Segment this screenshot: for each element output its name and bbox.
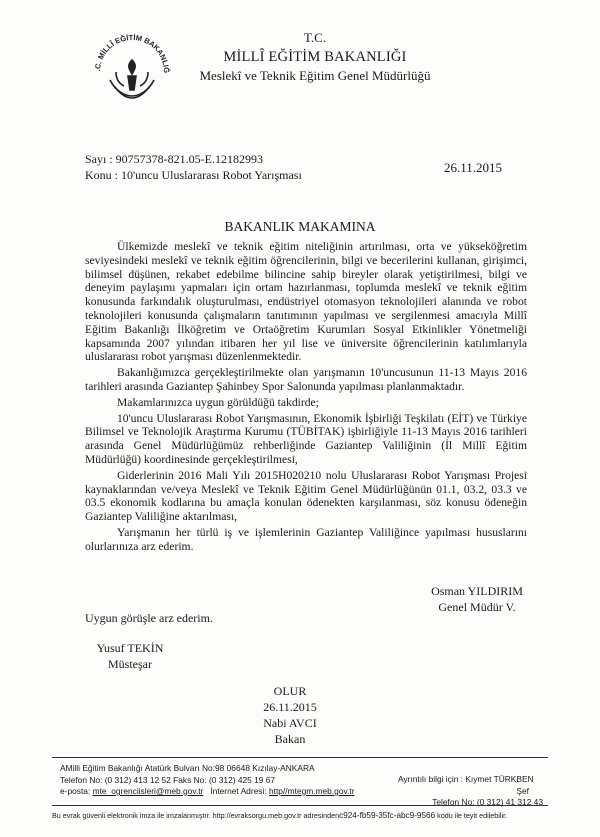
approval-name: Nabi AVCI xyxy=(263,716,317,730)
footer-contact-name: Ayrıntılı bilgi için : Kıymet TÜRKBEN xyxy=(398,774,534,784)
signer-block xyxy=(422,583,532,615)
body-paragraph: Giderlerinin 2016 Mali Yılı 2015H020210 nolu Uluslararası Robot Yarışması Projesi kaynaklarından ve/veya Meslekî ve Teknik Eğitim Genel Müdürlüğünün 01.1, 03.2, 03.3 ve 03.5 ekonomik kodlarına bu amaçla konulan ödenekten karşılanması, söz konusu ödeneğin Gaziantep Valiliğine aktarılması, xyxy=(85,468,527,524)
footer-address: AMilli Eğitim Bakanlığı Atatürk Bulvarı No:98 06648 Kızılay-ANKARA xyxy=(60,763,315,773)
approval-request: Uygun görüşle arz ederim. xyxy=(85,611,213,625)
signer-name: Osman YILDIRIM xyxy=(431,584,523,598)
verification-suffix: kodu ile teyit edilebilir. xyxy=(435,811,508,820)
document-subject: Konu : 10'uncu Uluslararası Robot Yarışması xyxy=(85,168,302,182)
header-country: T.C. xyxy=(303,30,327,45)
footer-contact-person xyxy=(398,774,543,809)
footer-contact-phone: Telefon No: (0 312) 41 312 43 xyxy=(432,797,543,807)
approval-block xyxy=(240,683,340,747)
approval-title: Bakan xyxy=(274,732,306,746)
footer-divider-bottom xyxy=(52,805,548,806)
document-date: 26.11.2015 xyxy=(444,160,503,175)
seal-text: .C. MİLLÎ EĞİTİM BAKANLIĞ xyxy=(92,32,172,74)
body-paragraph: 10'uncu Uluslararası Robot Yarışmasının, Ekonomik İşbirliği Teşkilatı (EİT) ve Türkiye Bilimsel ve Teknolojik Araştırma Kurumu (TÜBİTAK) işbirliğiyle 11-13 Mayıs 2016 tarihleri arasında Genel Müdürlüğümüz rehberliğinde Gaziantep Valiliğinin (İl Millî Eğitim Müdürlüğü) koordinesinde gerçekleştirilmesi, xyxy=(85,411,527,466)
footer-email-web xyxy=(60,786,360,798)
footer-web-label: İnternet Adresi: xyxy=(210,786,267,796)
body-paragraph: Ülkemizde meslekî ve teknik eğitim niteliğinin artırılması, orta ve yükseköğretim seviyesindeki meslekî ve teknik eğitim öğrencilerinin, bilgi ve becerilerini kullanan, girişimci, bilimsel düşünen, rekabet edebilme bilincine sahip bireyler olarak yetiştirilmesi, bilgi ve deneyim paylaşımı yapmaları için ortam hazırlanması, toplumda meslekî ve teknik eğitim konusunda farkındalık oluşturulması, endüstriyel otomasyon teknolojileri alanında ve robot teknolojileri konusunda çalışmaların tanıtımının yapılması ve sergilenmesi amacıyla Millî Eğitim Bakanlığı İlköğretim ve Ortaöğretim Kurumları Sosyal Etkinlikler Yönetmeliği kapsamında 2007 yılından itibaren her yıl lise ve üniversite öğrencilerinin katılımlarıyla uluslararası robot yarışması düzenlenmektedir. xyxy=(85,240,527,364)
header-directorate: Meslekî ve Teknik Eğitim Genel Müdürlüğü xyxy=(199,68,431,83)
undersecretary-name: Yusuf TEKİN xyxy=(96,641,164,655)
footer-phone: Telefon No: (0 312) 413 12 52 Faks No: (0 312) 425 19 67 xyxy=(60,774,276,785)
approval-date: 26.11.2015 xyxy=(263,700,317,714)
approval-olur: OLUR xyxy=(273,684,307,698)
body-paragraph: Bakanlığımızca gerçekleştirilmekte olan yarışmanın 10'uncusunun 11-13 Mayıs 2016 tarihleri arasında Gaziantep Şahinbey Spor Salonunda yapılması planlanmaktadır. xyxy=(85,366,527,393)
letter-body xyxy=(85,240,527,556)
document-number: Sayı : 90757378-821.05-E.12182993 xyxy=(85,152,263,166)
verification-code: c924-fb59-35fc-abc9-9566 xyxy=(339,811,436,820)
footer-divider xyxy=(52,757,548,758)
header-ministry: MİLLÎ EĞİTİM BAKANLIĞI xyxy=(223,49,407,65)
footer-contact-title: Şef xyxy=(516,785,529,796)
footer-email-link[interactable]: mte_ogrenciisleri@meb.gov.tr xyxy=(92,786,204,796)
footer-web-link[interactable]: http//mtegm.meb.gov.tr xyxy=(269,786,355,796)
addressee: BAKANLIK MAKAMINA xyxy=(224,219,376,234)
undersecretary-block xyxy=(85,640,175,672)
footer-email-label: e-posta: xyxy=(60,786,91,796)
body-paragraph: Makamlarınızca uygun görüldüğü takdirde; xyxy=(117,395,319,409)
verification-note xyxy=(52,810,552,822)
undersecretary-title: Müsteşar xyxy=(108,657,152,671)
signer-title: Genel Müdür V. xyxy=(438,600,516,614)
verification-text: Bu evrak güvenli elektronik imza ile imzalanmıştır. http://evraksorgu.meb.gov.tr adresinden xyxy=(52,811,340,820)
body-paragraph: Yarışmanın her türlü iş ve işlemlerinin Gaziantep Valiliğince yapılması hususlarını olurlarınıza arz ederim. xyxy=(85,525,527,553)
footer-contact-info xyxy=(60,763,360,798)
